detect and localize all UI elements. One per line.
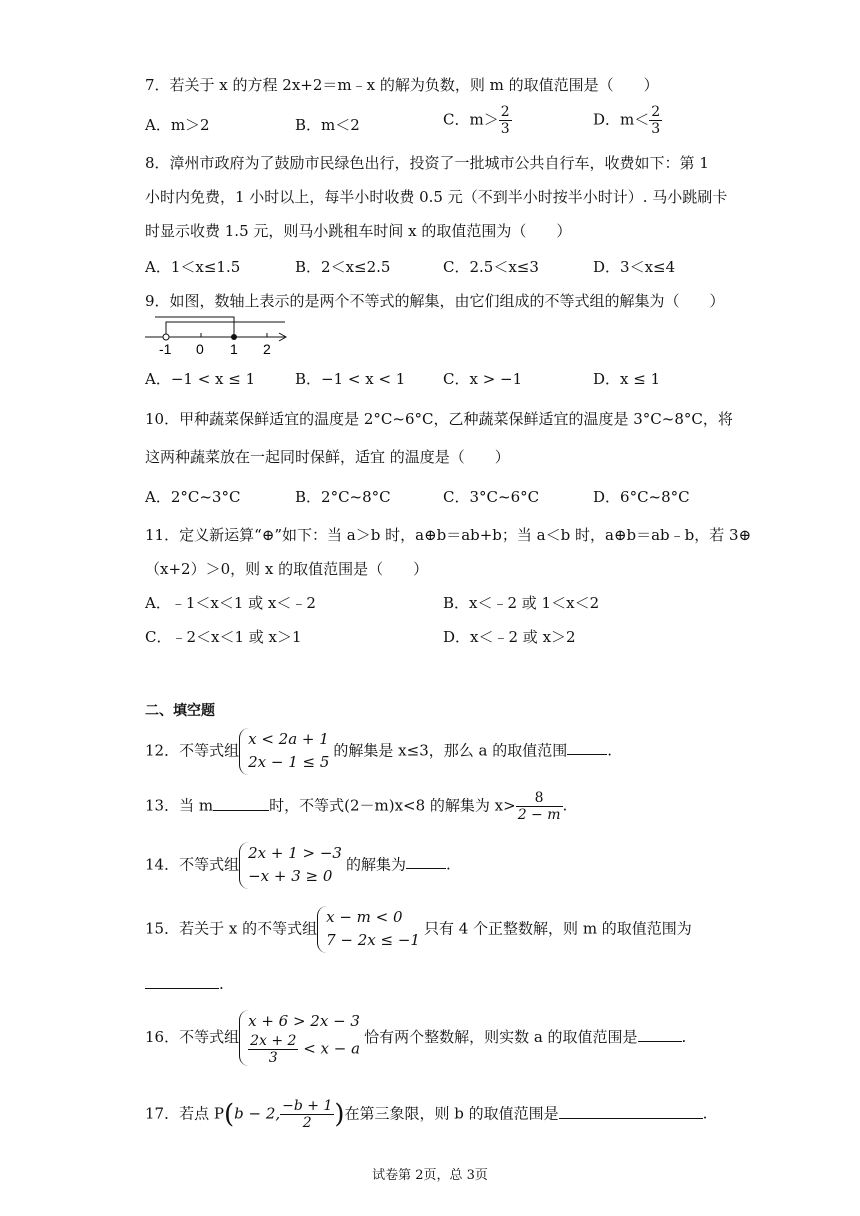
question-10-line1: 10．甲种蔬菜保鲜适宜的温度是 2°C~6°C，乙种蔬菜保鲜适宜的温度是 3°C~8°C，将 [145,410,733,428]
q7-option-d: D．m＜ $\frac{2}{3}$ [593,104,661,138]
q8-option-d: D．3＜x≤4 [593,258,676,276]
q9-option-a: A．−1 < x ≤ 1 [145,370,256,388]
number-line-figure [145,312,295,358]
tick-label: 1 [230,341,238,357]
answer-blank [406,854,446,869]
q11-option-d: D．x＜﹣2 或 x＞2 [443,628,576,646]
q11-option-b: B．x＜﹣2 或 1＜x＜2 [443,594,600,612]
page-footer: 试卷第 2页，总 3页 [372,1168,488,1183]
question-10-line2: 这两种蔬菜放在一起同时保鲜，适宜 的温度是（ ） [145,448,510,466]
question-9-stem: 9．如图，数轴上表示的是两个不等式的解集，由它们组成的不等式组的解集为（ ） [145,292,725,310]
inequality-system: 2x + 1 > −3 −x + 3 ≥ 0 [239,842,346,889]
q7-option-a: A．m＞2 [145,116,210,134]
answer-blank [559,1104,703,1119]
question-15-blank-line: . [145,974,224,993]
inequality-system: x < 2a + 1 2x − 1 ≤ 5 [239,728,333,775]
q8-option-c: C．2.5＜x≤3 [443,258,539,276]
q9-option-b: B．−1 < x < 1 [295,370,406,388]
question-12: 12．不等式组 x < 2a + 1 2x − 1 ≤ 5 的解集是 x≤3，那么 a 的取值范围 . [145,728,612,775]
answer-blank [213,796,269,811]
question-8-line2: 小时内免费，1 小时以上，每半小时收费 0.5 元（不到半小时按半小时计）. 马小跳刷卡 [145,188,728,206]
question-14: 14．不等式组 2x + 1 > −3 −x + 3 ≥ 0 的解集为 . [145,842,451,889]
q7-option-c: C．m＞ $\frac{2}{3}$ [443,104,510,138]
inequality-system: x + 6 > 2x − 3 $\frac{2x + 2}{3}$ < x − a [239,1010,364,1066]
inequality-system: x − m < 0 7 − 2x ≤ −1 [317,906,424,953]
q9-option-c: C．x > −1 [443,370,523,388]
q8-option-b: B．2＜x≤2.5 [295,258,391,276]
section-title: 二、填空题 [145,703,215,719]
question-8-line3: 时显示收费 1.5 元，则马小跳租车时间 x 的取值范围为（ ） [145,222,572,240]
question-15: 15．若关于 x 的不等式组 x − m < 0 7 − 2x ≤ −1 只有 4 个正整数解，则 m 的取值范围为 [145,906,692,953]
question-7-stem: 7．若关于 x 的方程 2x+2＝m﹣x 的解为负数，则 m 的取值范围是（ ） [145,76,659,94]
q10-option-a: A．2°C~3°C [145,488,241,506]
answer-blank [567,740,607,755]
question-11-line2: （x+2）＞0，则 x 的取值范围是（ ） [145,560,429,578]
q7-option-b: B．m＜2 [295,116,360,134]
q10-option-b: B．2°C~8°C [295,488,391,506]
q11-option-a: A．﹣1＜x＜1 或 x＜﹣2 [145,594,316,612]
q11-option-c: C．﹣2＜x＜1 或 x＞1 [145,628,302,646]
tick-label: -1 [159,341,172,357]
answer-blank [145,974,219,989]
tick-label: 0 [196,341,204,357]
tick-label: 2 [263,341,271,357]
answer-blank [638,1027,682,1042]
question-11-line1: 11．定义新运算“⊕”如下：当 a＞b 时，a⊕b＝ab+b；当 a＜b 时，a⊕b＝ab﹣b，若 3⊕ [145,526,752,544]
question-8-line1: 8．漳州市政府为了鼓励市民绿色出行，投资了一批城市公共自行车，收费如下：第 1 [145,154,709,172]
q9-option-d: D．x ≤ 1 [593,370,661,388]
question-13: 13．当 m 时，不等式(2－m)x<8 的解集为 x> $\frac{8}{2 - m}$ . [145,790,568,824]
q8-option-a: A．1＜x≤1.5 [145,258,241,276]
q10-option-d: D．6°C~8°C [593,488,690,506]
q10-option-c: C．3°C~6°C [443,488,540,506]
question-17: 17．若点 P(b − 2, $\frac{-b + 1}{2}$ )在第三象限，则 b 的取值范围是 . [145,1098,708,1132]
question-16: 16．不等式组 x + 6 > 2x − 3 $\frac{2x + 2}{3}$ < x − a 恰有两个整数解，则实数 a 的取值范围是 . [145,1012,687,1067]
